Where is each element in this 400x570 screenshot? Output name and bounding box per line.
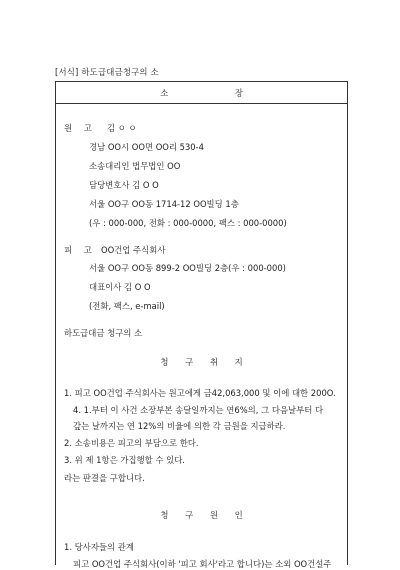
defendant-label: 피 고 <box>64 245 97 255</box>
defendant-row <box>64 244 165 256</box>
plaintiff-address: 경남 OO시 OO면 OO리 530-4 <box>89 142 204 152</box>
claim-item-1-line-3: 갚는 날까지는 연 12%의 비율에 의한 각 금원을 지급하라. <box>73 421 286 431</box>
claim-closing: 라는 판결을 구합니다. <box>64 473 145 483</box>
defendant-contact: (전화, 팩스, e-mail) <box>89 301 165 311</box>
case-name: 하도급대금 청구의 소 <box>64 328 143 338</box>
document-title-text: 소 장 <box>160 87 275 98</box>
claim-item-1-line-1: 1. 피고 OO건업 주식회사는 원고에게 금42,063,000 및 이에 대한 200O. <box>64 388 336 398</box>
plaintiff-label: 원 고 <box>64 123 97 133</box>
claim-purpose-heading: 청 구 취 지 <box>160 357 250 367</box>
defendant-address: 서울 OO구 OO동 899-2 OO빌딩 2층(우 : 000-000) <box>89 263 286 273</box>
document-title <box>56 82 347 104</box>
claim-item-3: 3. 위 제 1항은 가집행할 수 있다. <box>64 455 185 465</box>
complaint-document <box>55 81 348 569</box>
plaintiff-contact: (우 : 000-000, 전화 : 000-0000, 팩스 : 000-0000) <box>89 218 287 228</box>
plaintiff-agent: 소송대리인 법무법인 OO <box>89 161 181 171</box>
claim-cause-heading: 청 구 원 인 <box>160 510 250 520</box>
plaintiff-lawyer: 담당변호사 김 O O <box>89 180 159 190</box>
defendant-representative: 대표이사 김 O O <box>89 282 151 292</box>
form-header: [서식] 하도급대금청구의 소 <box>55 67 159 77</box>
claim-cause-section-1-line-1: 피고 OO건업 주식회사(이하 '피고 회사'라고 합니다)는 소외 OO건설주 <box>73 559 332 569</box>
claim-item-2: 2. 소송비용은 피고의 부담으로 한다. <box>64 438 199 448</box>
defendant-name: OO건업 주식회사 <box>101 245 166 255</box>
claim-cause-section-1: 1. 당사자들의 관계 <box>64 542 134 552</box>
plaintiff-agent-address: 서울 OO구 OO동 1714-12 OO빌딩 1층 <box>89 199 239 209</box>
plaintiff-name: 김 ㅇ ㅇ <box>107 123 137 133</box>
claim-item-1-line-2: 4. 1.부터 이 사건 소장부본 송달일까지는 연6%의, 그 다음날부터 다 <box>73 405 324 415</box>
plaintiff-row <box>64 122 137 134</box>
